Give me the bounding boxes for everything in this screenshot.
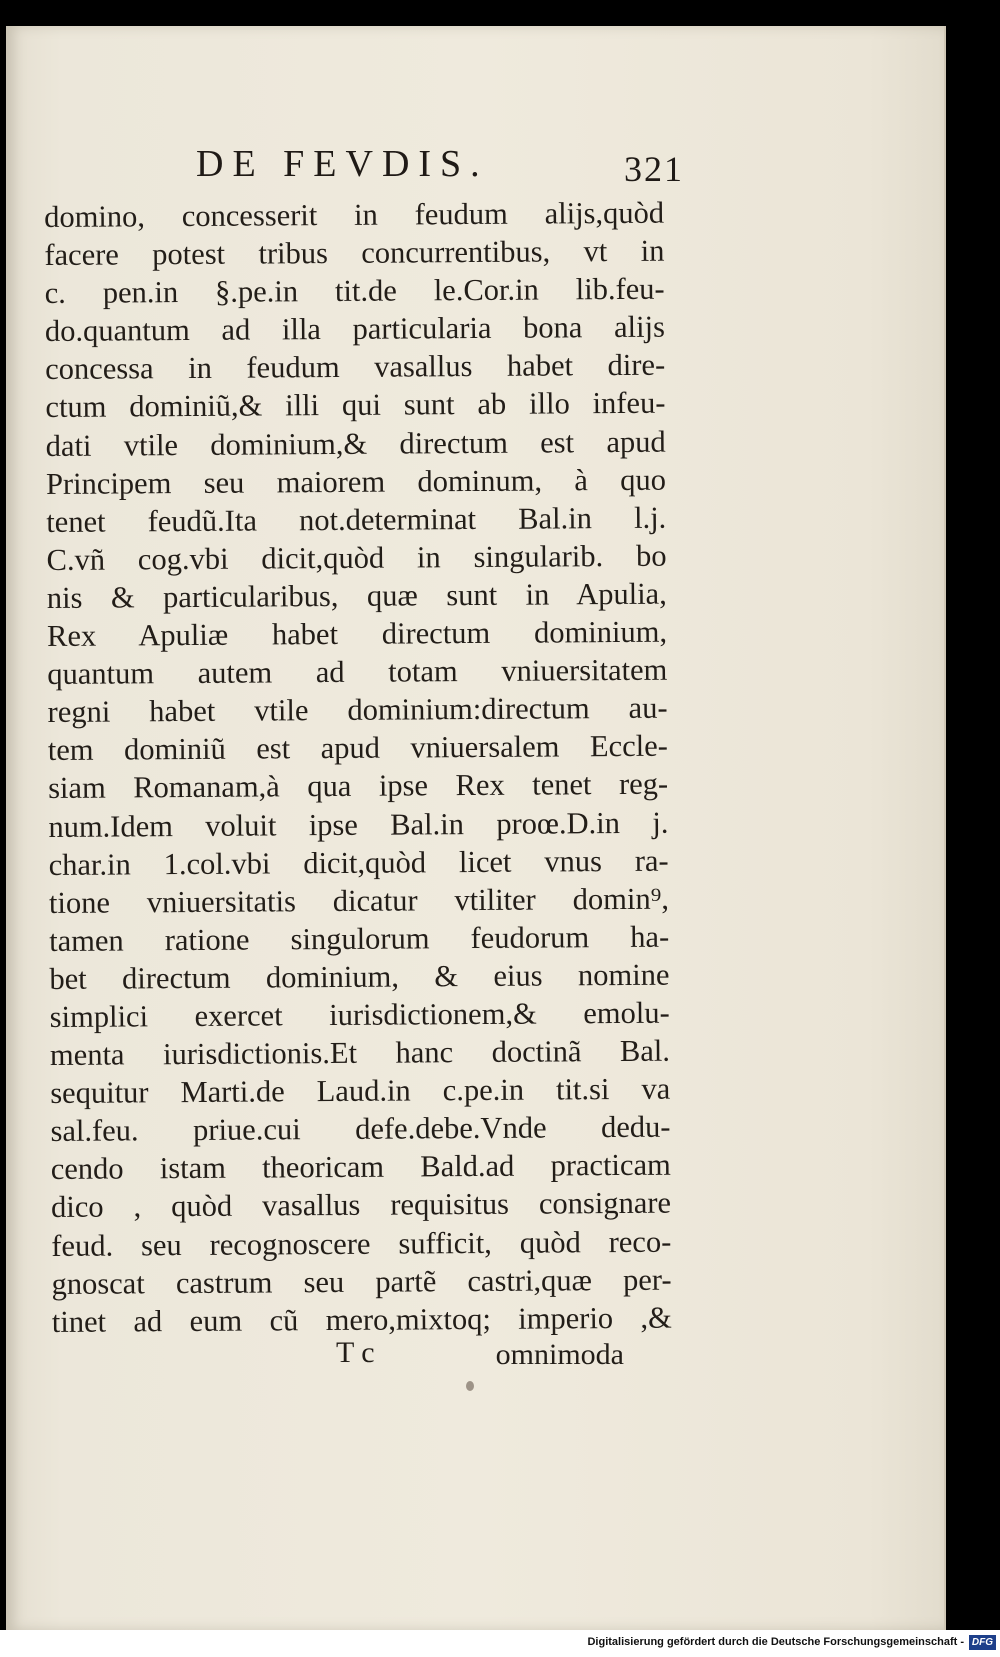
text-line: dico , quòd vasallus requisitus consignare <box>50 1186 672 1225</box>
text-line: siam Romanam,à qua ipse Rex tenet reg- <box>48 767 669 806</box>
footer-credit-bar <box>0 1630 1000 1657</box>
page-number: 321 <box>624 149 684 189</box>
running-head: DE FEVDIS. <box>196 143 489 185</box>
text-line: C.vñ cog.vbi dicit,quòd in singularib. bo <box>46 538 667 577</box>
book-page <box>6 26 946 1630</box>
text-line: bet directum dominium, & eius nomine <box>49 957 670 996</box>
text-line: dati vtile dominium,& directum est apud <box>45 424 666 463</box>
dfg-logo: DFG <box>969 1635 996 1650</box>
text-line: char.in 1.col.vbi dicit,quòd licet vnus ra- <box>48 843 669 882</box>
catchword: omnimoda <box>495 1338 624 1371</box>
text-line: concessa in feudum vasallus habet dire- <box>45 348 666 387</box>
text-line: gnoscat castrum seu partẽ castri,quæ per- <box>51 1262 672 1301</box>
text-line: cendo istam theoricam Bald.ad practicam <box>50 1147 671 1187</box>
text-line: Principem seu maiorem dominum, à quo <box>45 462 667 501</box>
text-line: tione vniuersitatis dicatur vtiliter domin⁹, <box>48 881 670 920</box>
text-line: menta iurisdictionis.Et hanc doctinã Bal. <box>49 1033 671 1073</box>
ink-spot <box>466 1381 474 1391</box>
text-line: domino, concesserit in feudum alijs,quòd <box>44 195 665 234</box>
signature-mark: T c <box>336 1336 375 1369</box>
text-line: nis & particularibus, quæ sunt in Apulia, <box>46 576 667 615</box>
text-line: c. pen.in §.pe.in tit.de le.Cor.in lib.feu- <box>44 271 665 311</box>
text-line: tamen ratione singulorum feudorum ha- <box>49 919 670 958</box>
text-line: sequitur Marti.de Laud.in c.pe.in tit.si va <box>50 1071 671 1111</box>
text-line: regni habet vtile dominium:directum au- <box>47 690 668 730</box>
text-line: tinet ad eum cũ mero,mixtoq; imperio ,& <box>51 1300 672 1339</box>
text-line: sal.feu. priue.cui defe.debe.Vnde dedu- <box>50 1109 671 1149</box>
text-line: facere potest tribus concurrentibus, vt in <box>44 233 665 273</box>
text-line: do.quantum ad illa particularia bona alijs <box>44 309 666 349</box>
text-line: feud. seu recognoscere sufficit, quòd reco- <box>51 1224 672 1263</box>
text-line: num.Idem voluit ipse Bal.in proœ.D.in j. <box>48 805 669 844</box>
text-line: tenet feudũ.Ita not.determinat Bal.in l.j. <box>46 500 667 539</box>
text-line: tem dominiũ est apud vniuersalem Eccle- <box>47 728 668 768</box>
body-text <box>44 194 672 1341</box>
text-line: Rex Apuliæ habet directum dominium, <box>46 614 668 654</box>
text-line: simplici exercet iurisdictionem,& emolu- <box>49 995 670 1034</box>
text-line: ctum dominiũ,& illi qui sunt ab illo infeu- <box>45 386 666 425</box>
credit-text: Digitalisierung gefördert durch die Deutsche Forschungsgemeinschaft - <box>587 1636 964 1648</box>
text-line: quantum autem ad totam vniuersitatem <box>47 652 668 692</box>
